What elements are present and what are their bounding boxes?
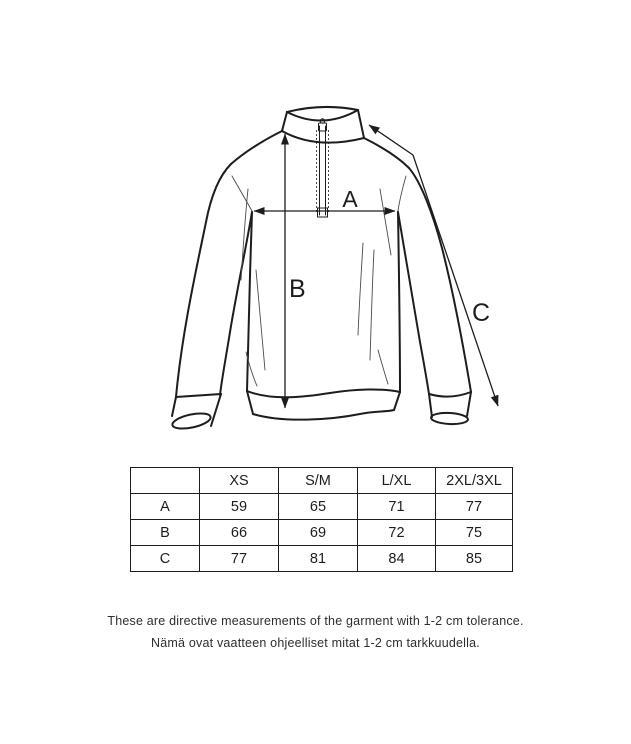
tolerance-note-en: These are directive measurements of the garment with 1-2 cm tolerance. xyxy=(107,614,524,628)
right-cuff xyxy=(429,392,471,425)
measure-label-c: C xyxy=(471,299,491,327)
size-column-header-sm: S/M xyxy=(279,468,358,494)
measure-label-a: A xyxy=(342,186,358,212)
table-row-b xyxy=(131,520,513,546)
measurement-cell: 85 xyxy=(436,546,513,572)
row-label-b: B xyxy=(131,520,200,546)
measure-label-b: B xyxy=(289,275,306,303)
measurement-cell: 81 xyxy=(279,546,358,572)
left-sleeve xyxy=(176,131,282,397)
zipper xyxy=(317,119,329,217)
measurement-cell: 66 xyxy=(200,520,279,546)
measurement-cell: 71 xyxy=(358,494,436,520)
right-sleeve xyxy=(364,138,471,394)
row-label-a: A xyxy=(131,494,200,520)
measurement-cell: 77 xyxy=(436,494,513,520)
size-table xyxy=(130,467,513,572)
tolerance-note xyxy=(0,610,631,654)
body-panel xyxy=(247,212,400,392)
hem-band xyxy=(247,389,400,419)
tolerance-note-fi: Nämä ovat vaatteen ohjeelliset mitat 1-2 cm tarkkuudella. xyxy=(151,636,480,650)
table-row-c xyxy=(131,546,513,572)
measurement-cell: 84 xyxy=(358,546,436,572)
measurement-cell: 59 xyxy=(200,494,279,520)
size-column-header-lxl: L/XL xyxy=(358,468,436,494)
row-label-c: C xyxy=(131,546,200,572)
table-row-a xyxy=(131,494,513,520)
left-cuff xyxy=(171,394,221,431)
size-table-header-row xyxy=(131,468,513,494)
measurement-cell: 65 xyxy=(279,494,358,520)
measurement-cell: 75 xyxy=(436,520,513,546)
collar xyxy=(282,107,364,143)
size-column-header-xs: XS xyxy=(200,468,279,494)
size-table-corner-cell xyxy=(131,468,200,494)
measurement-cell: 69 xyxy=(279,520,358,546)
measure-arrow-c xyxy=(369,125,498,406)
size-column-header-2xl3xl: 2XL/3XL xyxy=(436,468,513,494)
measurement-cell: 77 xyxy=(200,546,279,572)
measurement-cell: 72 xyxy=(358,520,436,546)
